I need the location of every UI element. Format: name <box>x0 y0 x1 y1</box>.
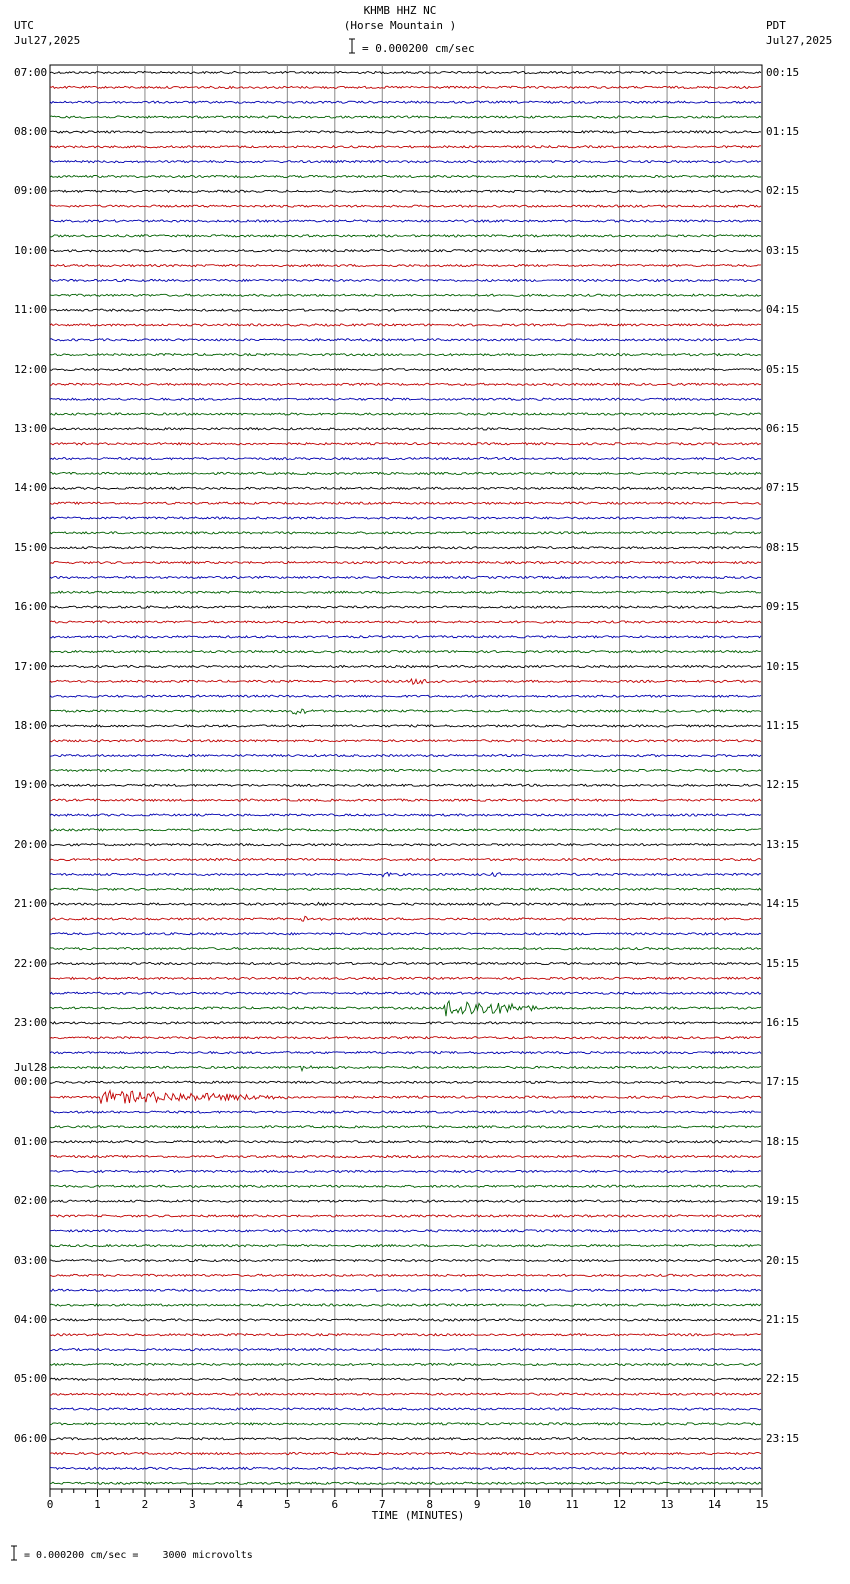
trace-line <box>50 1304 761 1306</box>
trace-line <box>50 948 761 950</box>
trace-line <box>50 799 761 801</box>
trace-line <box>50 1111 761 1113</box>
trace-line <box>50 1170 761 1172</box>
trace-line <box>50 235 761 237</box>
trace-line <box>50 1452 761 1454</box>
trace-line <box>50 992 761 994</box>
left-hour-label: 15:00 <box>14 540 48 554</box>
trace-line <box>50 1423 761 1425</box>
scale-label: = 0.000200 cm/sec <box>362 42 475 55</box>
trace-line <box>50 621 761 623</box>
trace-line <box>50 769 761 771</box>
trace-line <box>50 309 761 311</box>
right-hour-label: 09:15 <box>766 600 800 614</box>
trace-line <box>50 294 761 296</box>
trace-line <box>50 487 761 489</box>
trace-line <box>50 1200 761 1202</box>
trace-line <box>50 1155 761 1157</box>
x-tick-label: 14 <box>707 1498 722 1511</box>
trace-line <box>50 502 761 504</box>
trace-line <box>50 1081 761 1083</box>
right-hour-label: 10:15 <box>766 659 800 673</box>
trace-line <box>50 1378 761 1380</box>
right-hour-label: 14:15 <box>766 897 800 911</box>
left-hour-label: 08:00 <box>14 124 48 138</box>
right-hour-label: 03:15 <box>766 243 800 257</box>
trace-line <box>50 576 761 578</box>
left-hour-label: 01:00 <box>14 1134 48 1148</box>
station-location: (Horse Mountain ) <box>343 19 457 32</box>
left-hour-label: 04:00 <box>14 1312 48 1326</box>
trace-line <box>50 679 761 684</box>
trace-line <box>50 561 761 563</box>
trace-line <box>50 131 761 133</box>
right-hour-label: 05:15 <box>766 362 800 376</box>
trace-line <box>50 1274 761 1276</box>
trace-line <box>50 709 761 714</box>
left-hour-label: 07:00 <box>14 65 48 79</box>
trace-line <box>50 279 761 281</box>
trace-line <box>50 398 761 400</box>
trace-line <box>50 962 761 964</box>
trace-line <box>50 428 761 430</box>
trace-line <box>50 1066 761 1071</box>
right-hour-label: 04:15 <box>766 303 800 317</box>
trace-line <box>50 1185 761 1187</box>
left-date-label: Jul28 <box>14 1061 48 1075</box>
trace-line <box>50 977 761 979</box>
trace-line <box>50 814 761 816</box>
left-hour-label: 20:00 <box>14 837 48 851</box>
right-hour-label: 18:15 <box>766 1134 800 1148</box>
trace-line <box>50 740 761 742</box>
scale-bar-icon <box>349 39 355 53</box>
trace-line <box>50 1408 761 1410</box>
trace-line <box>50 324 761 326</box>
trace-line <box>50 1289 761 1291</box>
trace-line <box>50 933 761 935</box>
left-hour-label: 00:00 <box>14 1075 48 1089</box>
trace-line <box>50 71 761 73</box>
right-hour-label: 15:15 <box>766 956 800 970</box>
trace-line <box>50 1091 761 1104</box>
x-tick-label: 4 <box>236 1498 244 1511</box>
right-hour-label: 17:15 <box>766 1075 800 1089</box>
trace-line <box>50 1215 761 1217</box>
trace-line <box>50 1259 761 1261</box>
x-tick-label: 6 <box>331 1498 339 1511</box>
left-hour-label: 02:00 <box>14 1194 48 1208</box>
right-hour-label: 23:15 <box>766 1431 800 1445</box>
x-tick-label: 2 <box>141 1498 149 1511</box>
trace-line <box>50 1349 761 1351</box>
trace-line <box>50 205 761 207</box>
trace-line <box>50 458 761 460</box>
trace-line <box>50 443 761 445</box>
trace-line <box>50 665 761 667</box>
left-hour-label: 16:00 <box>14 600 48 614</box>
trace-line <box>50 1482 761 1484</box>
right-hour-label: 16:15 <box>766 1015 800 1029</box>
trace-line <box>50 1001 761 1016</box>
footer-scale-bar-icon <box>11 1546 17 1560</box>
left-hour-label: 22:00 <box>14 956 48 970</box>
left-timezone: UTC <box>14 19 34 32</box>
right-hour-label: 13:15 <box>766 837 800 851</box>
x-tick-label: 11 <box>565 1498 579 1511</box>
trace-line <box>50 1052 761 1054</box>
trace-line <box>50 250 761 252</box>
trace-line <box>50 1393 761 1395</box>
right-timezone: PDT <box>766 19 786 32</box>
trace-line <box>50 858 761 860</box>
left-hour-label: 23:00 <box>14 1015 48 1029</box>
trace-line <box>50 116 761 118</box>
trace-line <box>50 1319 761 1321</box>
right-hour-label: 21:15 <box>766 1312 800 1326</box>
trace-line <box>50 1037 761 1039</box>
trace-line <box>50 368 761 370</box>
x-tick-label: 12 <box>612 1498 627 1511</box>
trace-line <box>50 591 761 593</box>
trace-line <box>50 101 761 103</box>
x-axis-label: TIME (MINUTES) <box>371 1509 465 1522</box>
x-tick-label: 3 <box>189 1498 196 1511</box>
trace-line <box>50 651 761 653</box>
x-tick-label: 9 <box>473 1498 481 1511</box>
right-hour-label: 00:15 <box>766 65 800 79</box>
trace-line <box>50 547 761 549</box>
right-hour-label: 19:15 <box>766 1194 800 1208</box>
trace-line <box>50 339 761 341</box>
left-hour-label: 05:00 <box>14 1372 48 1386</box>
trace-line <box>50 606 761 608</box>
right-hour-label: 20:15 <box>766 1253 800 1267</box>
trace-line <box>50 472 761 474</box>
trace-line <box>50 517 761 519</box>
trace-line <box>50 888 761 890</box>
trace-line <box>50 829 761 831</box>
right-hour-label: 12:15 <box>766 778 800 792</box>
trace-line <box>50 872 761 876</box>
footer-scale-label: = 0.000200 cm/sec = 3000 microvolts <box>24 1550 253 1561</box>
left-hour-label: 18:00 <box>14 718 48 732</box>
left-date: Jul27,2025 <box>14 34 81 47</box>
x-tick-label: 15 <box>755 1498 769 1511</box>
left-hour-label: 13:00 <box>14 421 48 435</box>
trace-line <box>50 1438 761 1440</box>
right-hour-label: 22:15 <box>766 1372 800 1386</box>
left-hour-label: 14:00 <box>14 481 48 495</box>
left-hour-label: 10:00 <box>14 243 48 257</box>
trace-line <box>50 1126 761 1128</box>
trace-line <box>50 413 761 415</box>
trace-line <box>50 1141 761 1143</box>
x-tick-label: 1 <box>94 1498 101 1511</box>
trace-line <box>50 784 761 786</box>
left-hour-label: 06:00 <box>14 1431 48 1445</box>
left-hour-label: 21:00 <box>14 897 48 911</box>
right-hour-label: 01:15 <box>766 124 800 138</box>
trace-line <box>50 725 761 727</box>
trace-line <box>50 1334 761 1336</box>
trace-line <box>50 755 761 757</box>
trace-line <box>50 161 761 163</box>
trace-line <box>50 532 761 534</box>
trace-line <box>50 264 761 266</box>
x-tick-label: 13 <box>660 1498 674 1511</box>
left-hour-label: 19:00 <box>14 778 48 792</box>
trace-line <box>50 1245 761 1247</box>
left-hour-label: 17:00 <box>14 659 48 673</box>
trace-line <box>50 1467 761 1469</box>
x-tick-label: 7 <box>378 1498 386 1511</box>
station-title: KHMB HHZ NC <box>363 4 437 17</box>
x-tick-label: 0 <box>46 1498 54 1511</box>
right-hour-label: 02:15 <box>766 184 800 198</box>
trace-line <box>50 190 761 192</box>
x-tick-label: 10 <box>518 1498 532 1511</box>
trace-line <box>50 916 761 921</box>
right-hour-label: 11:15 <box>766 718 800 732</box>
trace-line <box>50 902 761 905</box>
right-hour-label: 08:15 <box>766 540 800 554</box>
trace-line <box>50 354 761 356</box>
right-hour-label: 06:15 <box>766 421 800 435</box>
trace-line <box>50 636 761 638</box>
trace-line <box>50 695 761 697</box>
left-hour-label: 12:00 <box>14 362 48 376</box>
left-hour-label: 11:00 <box>14 303 48 317</box>
trace-line <box>50 1022 761 1024</box>
seismic-traces <box>50 71 761 1484</box>
left-hour-label: 09:00 <box>14 184 48 198</box>
left-hour-label: 03:00 <box>14 1253 48 1267</box>
trace-line <box>50 220 761 222</box>
trace-line <box>50 175 761 177</box>
trace-line <box>50 86 761 88</box>
trace-line <box>50 146 761 148</box>
time-axis <box>50 1489 762 1497</box>
trace-line <box>50 844 761 846</box>
right-hour-label: 07:15 <box>766 481 800 495</box>
x-tick-label: 5 <box>284 1498 291 1511</box>
right-date: Jul27,2025 <box>766 34 833 47</box>
trace-line <box>50 383 761 385</box>
x-tick-label: 8 <box>426 1498 434 1511</box>
trace-line <box>50 1363 761 1365</box>
trace-line <box>50 1230 761 1232</box>
